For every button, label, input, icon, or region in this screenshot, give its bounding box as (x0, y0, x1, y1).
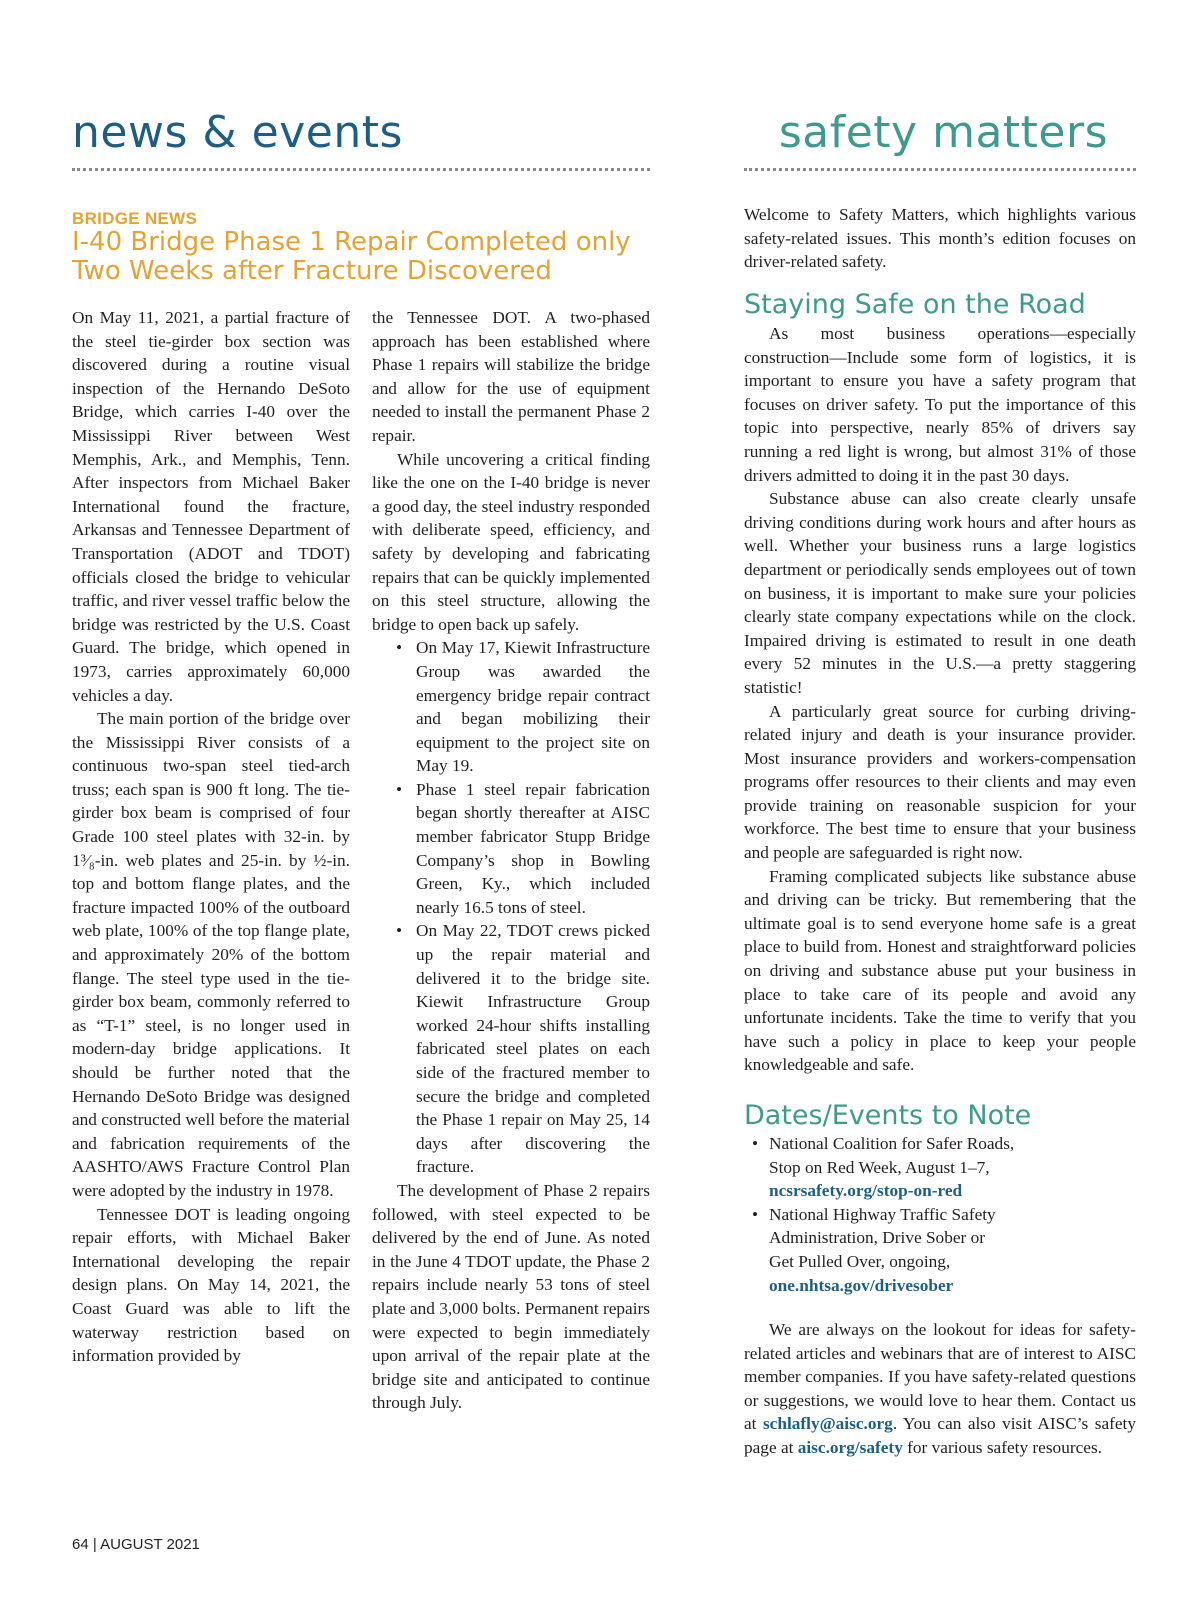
event-link-drivesober[interactable]: one.nhtsa.gov/drivesober (769, 1275, 954, 1295)
bullet-icon: • (396, 638, 403, 658)
road-safety-body (744, 322, 1136, 1077)
section-title-news-events: news & events (72, 107, 403, 158)
safety-paragraph: As most business operations—especially construction—Include some form of logistics, it is important to ensure you have a safety program that focuses on driver safety. To put the importance of this topic into perspective, nearly 85% of drivers say running a red light is wrong, but almost 31% of those drivers admitted to doing it in the past 30 days. (744, 324, 1136, 485)
dotted-divider-right (744, 168, 1136, 171)
article-paragraph: While uncovering a critical finding like the one on the I-40 bridge is never a good day, the steel industry responded with deliberate speed, efficiency, and safety by developing and fabricating repairs that can be quickly implemented on this steel structure, allowing the bridge to open back up safely. (372, 449, 650, 634)
safety-paragraph: Substance abuse can also create clearly unsafe driving conditions during work hours and after hours as well. Whether your business runs a large logistics department or periodically sends employees out of town on business, it is important to make sure your policies clearly state company expectations while on the clock. Impaired driving is estimated to result in one death every 52 minutes in the U.S.—a pretty staggering statistic! (744, 489, 1136, 697)
footer-separator: | (92, 1536, 97, 1553)
list-item (396, 778, 650, 920)
road-safety-heading: Staying Safe on the Road (744, 289, 1086, 320)
article-paragraph: On May 11, 2021, a partial fracture of the steel tie-girder box section was discovered during a routine visual inspection of the Hernando DeSoto Bridge, which carries I-40 over the Mississippi River between West Memphis, Ark., and Memphis, Tenn. After inspectors from Michael Baker International found the fracture, Arkansas and Tennessee Department of Transportation (ADOT and TDOT) officials closed the bridge to vehicular traffic, and river vessel traffic below the bridge was restricted by the U.S. Coast Guard. The bridge, which opened in 1973, carries approximately 60,000 vehicles a day. (72, 308, 350, 705)
event-item (752, 1132, 1136, 1203)
list-item (396, 919, 650, 1179)
list-item-text: On May 17, Kiewit Infrastructure Group was awarded the emergency bridge repair contract and began mobilizing their equipment to the project site on May 19. (416, 638, 650, 776)
list-item-text: Phase 1 steel repair fabrication began shortly thereafter at AISC member fabricator Stupp Bridge Company’s shop in Bowling Green, Ky., which included nearly 16.5 tons of steel. (416, 779, 650, 917)
events-heading: Dates/Events to Note (744, 1100, 1032, 1131)
closing-text: We are always on the lookout for ideas for safety-related articles and webinars that are of interest to AISC member companies. If you have safety-related questions or suggestions, we would love to hear them. Contact us at (744, 1320, 1136, 1434)
article-column-1 (72, 306, 350, 1368)
event-text: Stop on Red Week, August 1–7, (769, 1157, 990, 1177)
safety-intro (744, 203, 1136, 274)
article-paragraph: the Tennessee DOT. A two-phased approach has been established where Phase 1 repairs will stabilize the bridge and allow for the use of equipment needed to install the permanent Phase 2 repair. (372, 308, 650, 445)
repair-timeline-list (372, 636, 650, 1179)
section-title-safety-matters: safety matters (778, 107, 1108, 158)
bullet-icon: • (752, 1134, 759, 1153)
intro-paragraph: Welcome to Safety Matters, which highlights various safety-related issues. This month’s edition focuses on driver-related safety. (744, 205, 1136, 272)
list-item (396, 636, 650, 778)
article-paragraph: The development of Phase 2 repairs followed, with steel expected to be delivered by the end of June. As noted in the June 4 TDOT update, the Phase 2 repairs include nearly 53 tons of steel plate and 3,000 bolts. Permanent repairs were expected to begin immediately upon arrival of the repair plate at the bridge site and anticipated to continue through July. (372, 1180, 650, 1413)
safety-page-link[interactable]: aisc.org/safety (797, 1437, 903, 1457)
closing-text: for various safety resources. (902, 1437, 1102, 1457)
headline-line-1: I-40 Bridge Phase 1 Repair Completed only (72, 227, 631, 257)
contact-email-link[interactable]: schlafly@aisc.org (762, 1414, 893, 1434)
list-item-text: On May 22, TDOT crews picked up the repair material and delivered it to the bridge site. Kiewit Infrastructure Group worked 24-hour shifts installing fabricated steel plates on each side of the fractured member to secure the bridge and completed the Phase 1 repair on May 25, 14 days after discovering the fracture. (416, 921, 650, 1177)
headline-line-2: Two Weeks after Fracture Discovered (72, 256, 552, 286)
event-text: National Highway Traffic Safety (769, 1204, 996, 1224)
event-text: Administration, Drive Sober or (769, 1228, 985, 1248)
safety-paragraph: A particularly great source for curbing driving-related injury and death is your insurance provider. Most insurance providers and workers-compensation programs offer resources to their clients and may even provide training on reasonable suspicion for your workforce. The best time to ensure that your business and people are safeguarded is right now. (744, 701, 1136, 863)
bullet-icon: • (396, 921, 403, 941)
event-text: National Coalition for Safer Roads, (769, 1134, 1015, 1153)
issue-date: AUGUST 2021 (100, 1536, 200, 1553)
event-link-stop-on-red[interactable]: ncsrsafety.org/stop-on-red (769, 1181, 963, 1201)
event-text: Get Pulled Over, ongoing, (769, 1251, 951, 1271)
article-headline (72, 228, 662, 286)
closing-note (744, 1318, 1136, 1460)
bullet-icon: • (396, 779, 403, 799)
dotted-divider-left (72, 168, 650, 171)
article-column-2 (372, 306, 650, 1415)
page-footer (72, 1536, 200, 1553)
closing-paragraph (744, 1318, 1136, 1460)
page-number: 64 (72, 1536, 89, 1553)
article-paragraph: The main portion of the bridge over the Mississippi River consists of a continuous two-span steel tied-arch truss; each span is 900 ft long. The tie-girder box beam is comprised of four Grade 100 steel plates with 32-in. by 1³⁄₈-in. web plates and 25-in. by ½-in. top and bottom flange plates, and the fracture impacted 100% of the outboard web plate, 100% of the top flange plate, and approximately 20% of the bottom flange. The steel type used in the tie-girder box beam, commonly referred to as “T-1” steel, is no longer used in modern-day bridge applications. It should be further noted that the Hernando DeSoto Bridge was designed and constructed well before the material and fabrication requirements of the AASHTO/AWS Fracture Control Plan were adopted by the industry in 1978. (72, 709, 350, 1200)
bullet-icon: • (752, 1204, 759, 1224)
article-kicker: BRIDGE NEWS (72, 209, 198, 228)
event-item (752, 1203, 1136, 1297)
safety-paragraph: Framing complicated subjects like substance abuse and driving can be tricky. But remembering that the ultimate goal is to send everyone home safe is a great place to build from. Honest and straightforward policies on driving and substance abuse put your business in place to take care of its people and avoid any unfortunate incidents. Take the time to verify that you have such a policy in place to keep your people knowledgeable and safe. (744, 866, 1136, 1075)
closing-text: . You can also visit AISC’s safety page at (744, 1414, 1136, 1457)
events-list (744, 1132, 1136, 1297)
article-paragraph: Tennessee DOT is leading ongoing repair efforts, with Michael Baker International developing the repair design plans. On May 14, 2021, the Coast Guard was able to lift the waterway restriction based on information provided by (72, 1204, 350, 1366)
